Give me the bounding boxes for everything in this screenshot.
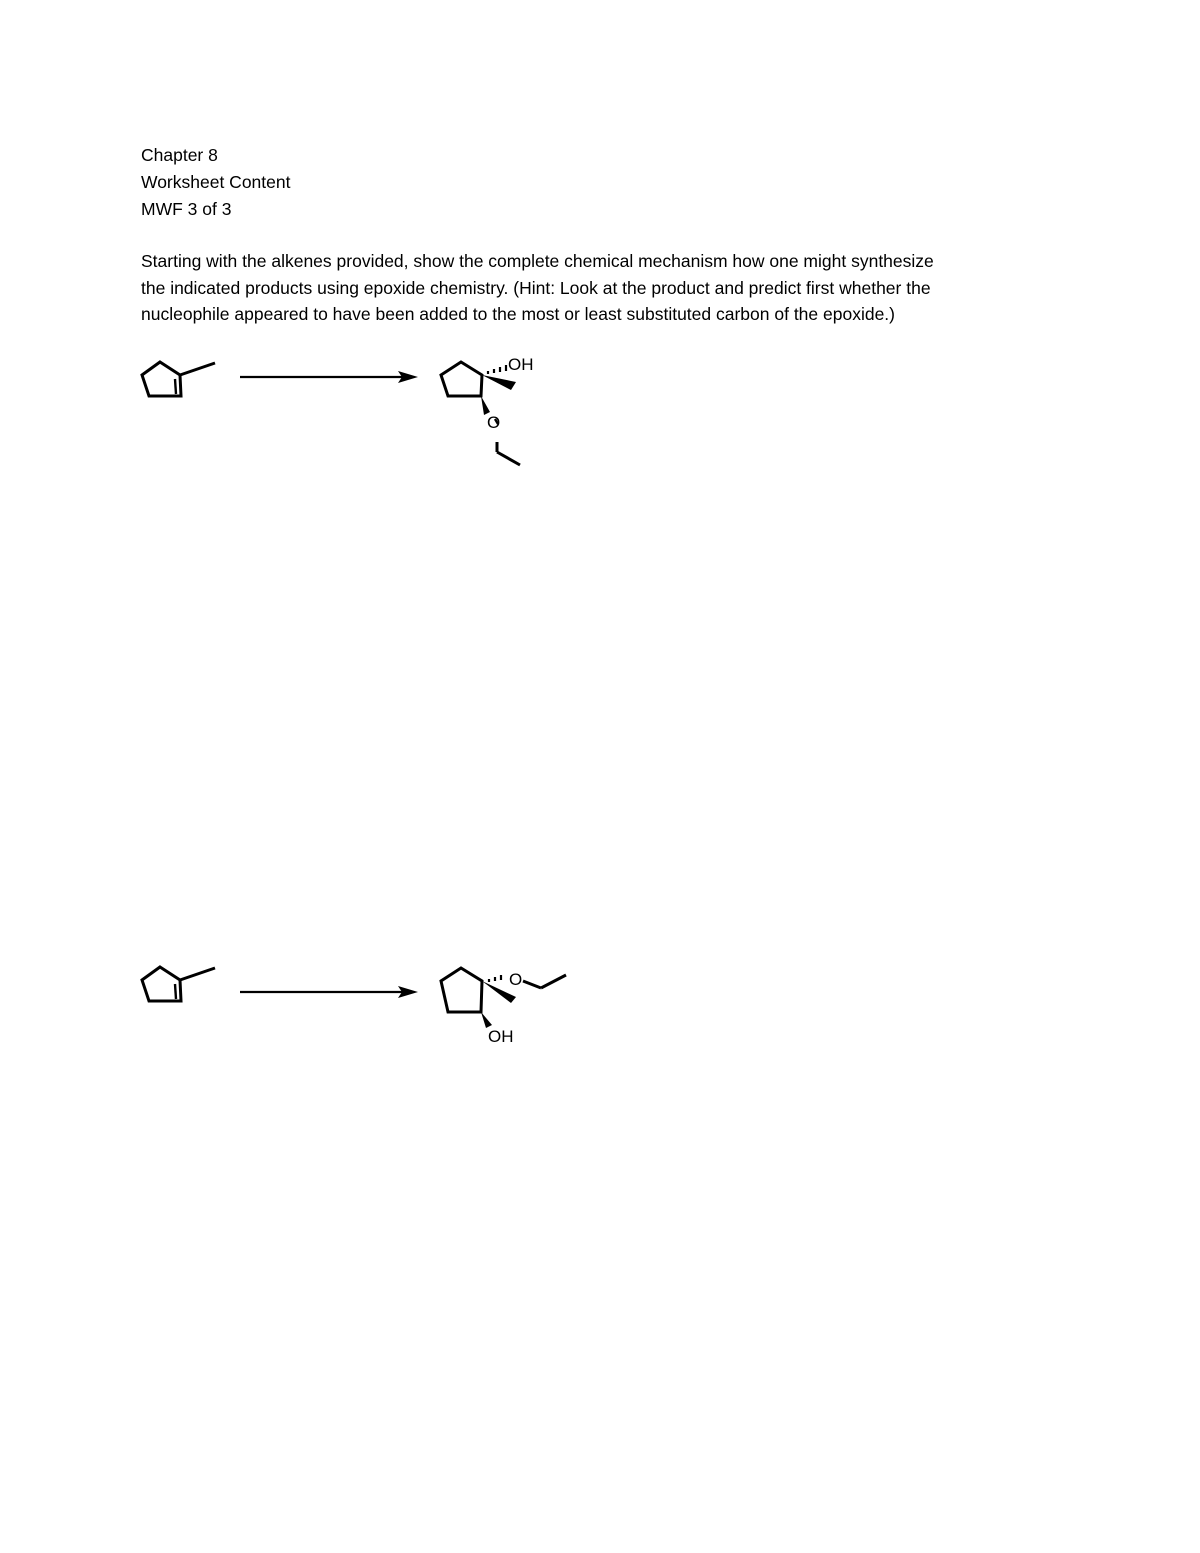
worksheet-subtitle: Worksheet Content — [141, 172, 291, 192]
reaction-arrow-1 — [240, 371, 418, 383]
reactant-methylcyclopentene-2 — [142, 967, 215, 1001]
product-1-structure — [441, 355, 534, 465]
reaction-scheme-1-drawing — [0, 340, 1200, 480]
product-2-structure — [441, 968, 566, 1046]
instructions-line-3: nucleophile appeared to have been added to the most or least substituted carbon of the epoxide.) — [141, 304, 895, 324]
product-1-oxygen-label: O — [487, 413, 501, 432]
instructions-paragraph — [141, 248, 1081, 328]
reactant-methylcyclopentene — [142, 362, 215, 396]
reaction-scheme-2 — [0, 955, 1200, 1095]
session-label: MWF 3 of 3 — [141, 199, 232, 219]
product-2-hydroxyl-label: OH — [488, 1027, 514, 1046]
product-2-oxygen-label: O — [509, 970, 523, 989]
instructions-line-2: the indicated products using epoxide chemistry. (Hint: Look at the product and predict first whether the — [141, 277, 931, 298]
instructions-line-1: Starting with the alkenes provided, show the complete chemical mechanism how one might synthesize — [141, 251, 934, 271]
reaction-arrow-2 — [240, 986, 418, 998]
reaction-scheme-1 — [0, 340, 1200, 480]
chapter-title: Chapter 8 — [141, 145, 218, 165]
worksheet-header — [141, 142, 290, 223]
product-1-hydroxyl-label: OH — [508, 355, 534, 374]
reaction-scheme-2-drawing — [0, 955, 1200, 1095]
